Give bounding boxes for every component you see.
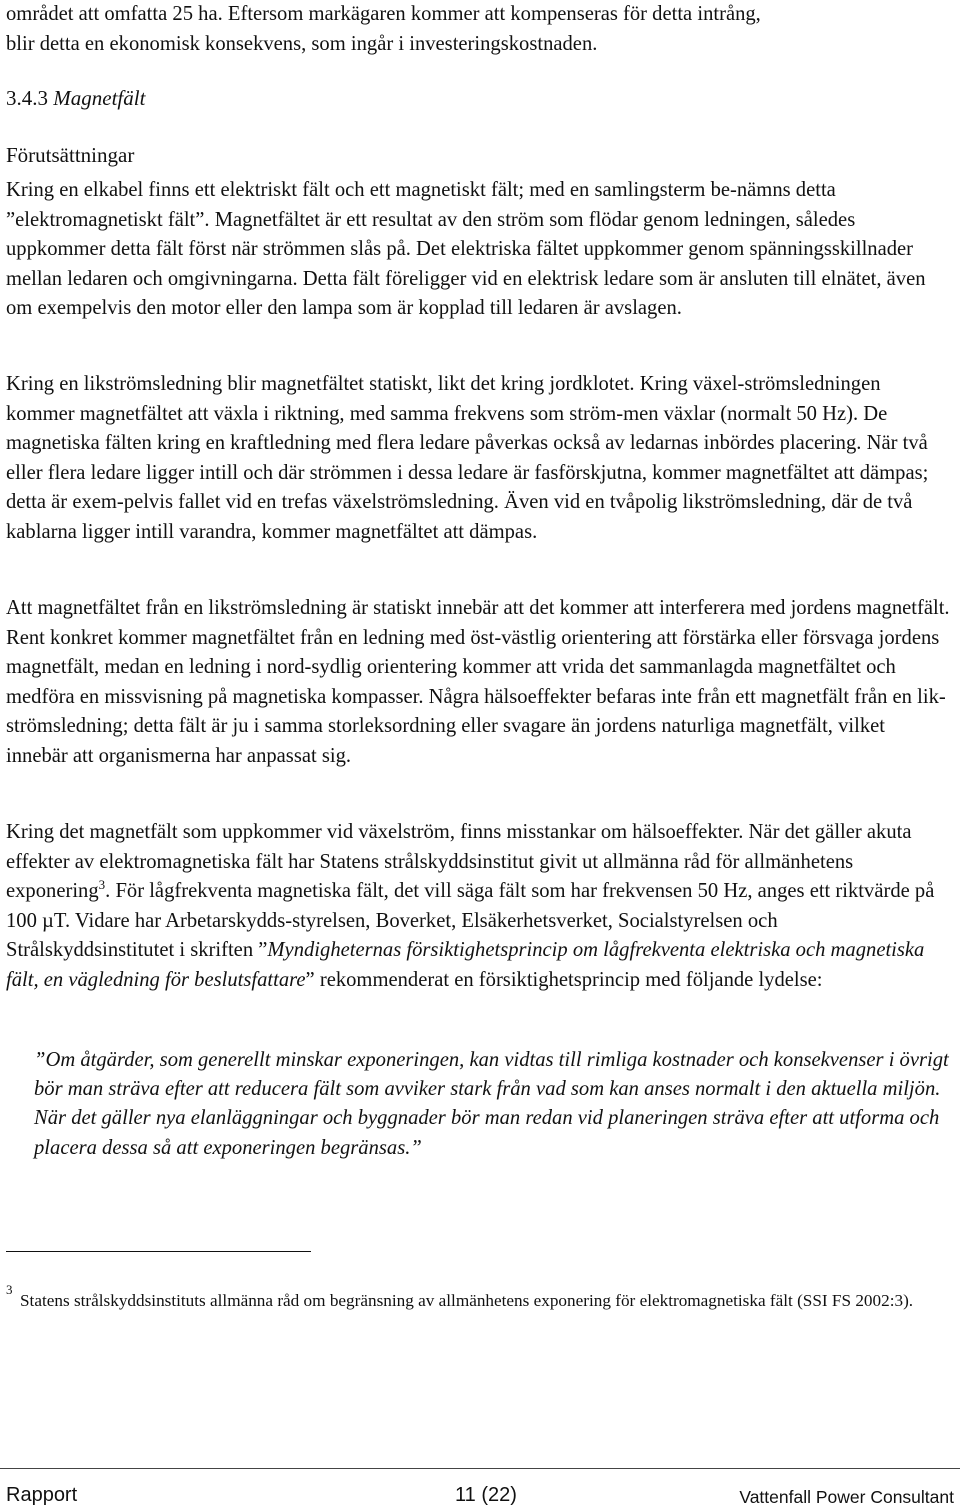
- footer-company: Vattenfall Power Consultant: [739, 1487, 954, 1507]
- paragraph-4-part-2: . För lågfrekventa magnetiska fält, det vill säga fält som har frekvensen 50 Hz, anges ett riktvärde på 100 µT. Vidare har Arbetarskydds-styrelsen, Boverket, Elsäkerhetsverket, Socialstyrelsen och Strålskyddsinstitutet i skriften ”: [6, 880, 935, 962]
- intro-line-2: blir detta en ekonomisk konsekvens, som ingår i investeringskostnaden.: [6, 32, 598, 55]
- footnote-reference[interactable]: 3: [98, 877, 106, 893]
- footer-divider: [0, 1468, 960, 1469]
- paragraph-2: Kring en likströmsledning blir magnetfältet statiskt, likt det kring jordklotet. Kring växel-strömsledningen kommer magnetfältet att växla i riktning, med samma frekvens som ström-men växlar (normalt 50 Hz). De magnetiska fälten kring en kraftledning med flera ledare påverkas också av ledarnas inbördes placering. När två eller flera ledare ligger intill och där strömmen i dessa ledare är fasförskjutna, kommer magnetfältet att dämpas; detta är exem-pelvis fallet vid en trefas växelströmsledning. Även vid en tvåpolig likströmsledning, där de två kablarna ligger intill varandra, kommer magnetfältet att dämpas.: [6, 373, 929, 543]
- section-number: 3.4.3: [6, 86, 48, 110]
- section-title: Magnetfält: [53, 86, 146, 110]
- subheading: Förutsättningar: [6, 143, 135, 167]
- paragraph-4-part-3: ” rekommenderat en försiktighetsprincip med följande lydelse:: [305, 968, 823, 991]
- paragraph-4: [6, 818, 950, 996]
- footnote-divider: [6, 1251, 311, 1252]
- footnote-body: Statens strålskyddsinstituts allmänna råd om begränsning av allmänhetens exponering för elektromagnetiska fält (SSI FS 2002:3).: [20, 1291, 914, 1310]
- footnote-text: [6, 1288, 950, 1314]
- publication-title: Myndigheternas försiktighetsprincip om lågfrekventa elektriska och magnetiska fält, en vägledning för beslutsfattare: [6, 939, 925, 991]
- intro-line-1: området att omfatta 25 ha. Eftersom markägaren kommer att kompenseras för detta intrång,: [6, 3, 761, 25]
- paragraph-3: Att magnetfältet från en likströmsledning är statiskt innebär att det kommer att interferera med jordens magnetfält. Rent konkret kommer magnetfältet från en ledning med öst-västlig orientering att förstärka eller försvaga jordens magnetfält, medan en ledning i nord-sydlig orientering kommer att vrida det sammanlagda magnetfältet och medföra en missvisning på magnetiska kompasser. Några hälsoeffekter befaras inte från ett magnetfält från en lik-strömsledning; detta fält är ju i samma storleksordning eller svagare än jordens naturliga magnetfält, vilket innebär att organismerna har anpassat sig.: [6, 597, 950, 767]
- footer-report-label: Rapport: [6, 1484, 78, 1506]
- block-quote: ”Om åtgärder, som generellt minskar exponeringen, kan vidtas till rimliga kostnader och konsekvenser i övrigt bör man sträva efter att reducera fält som avviker stark från vad som kan anses normalt i den aktuella miljön. När det gäller nya elanläggningar och byggnader bör man redan vid planeringen sträva efter att utforma och placera dessa så att exponeringen begränsas.”: [34, 1049, 949, 1159]
- footer-page-number: 11 (22): [455, 1484, 517, 1506]
- paragraph-4-part-1: Kring det magnetfält som uppkommer vid växelström, finns misstankar om hälsoeffekter. När det gäller akuta effekter av elektromagnetiska fält har Statens strålskyddsinstitut givit ut allmänna råd för allmänhetens exponering: [6, 821, 912, 903]
- intro-paragraph: [6, 0, 950, 59]
- section-heading: [6, 86, 145, 111]
- paragraph-1: Kring en elkabel finns ett elektriskt fält och ett magnetiskt fält; med en samlingsterm be-nämns detta ”elektromagnetiskt fält”. Magnetfältet är ett resultat av den ström som flödar genom ledningen, således uppkommer detta fält först när strömmen slås på. Det elektriska fältet uppkommer genom spänningsskillnader mellan ledaren och omgivningarna. Detta fält föreligger vid en elektrisk ledare som är ansluten till elnätet, även om exempelvis den motor eller den lampa som är kopplad till ledaren är avslagen.: [6, 179, 926, 320]
- footnote-number: 3: [6, 1282, 13, 1297]
